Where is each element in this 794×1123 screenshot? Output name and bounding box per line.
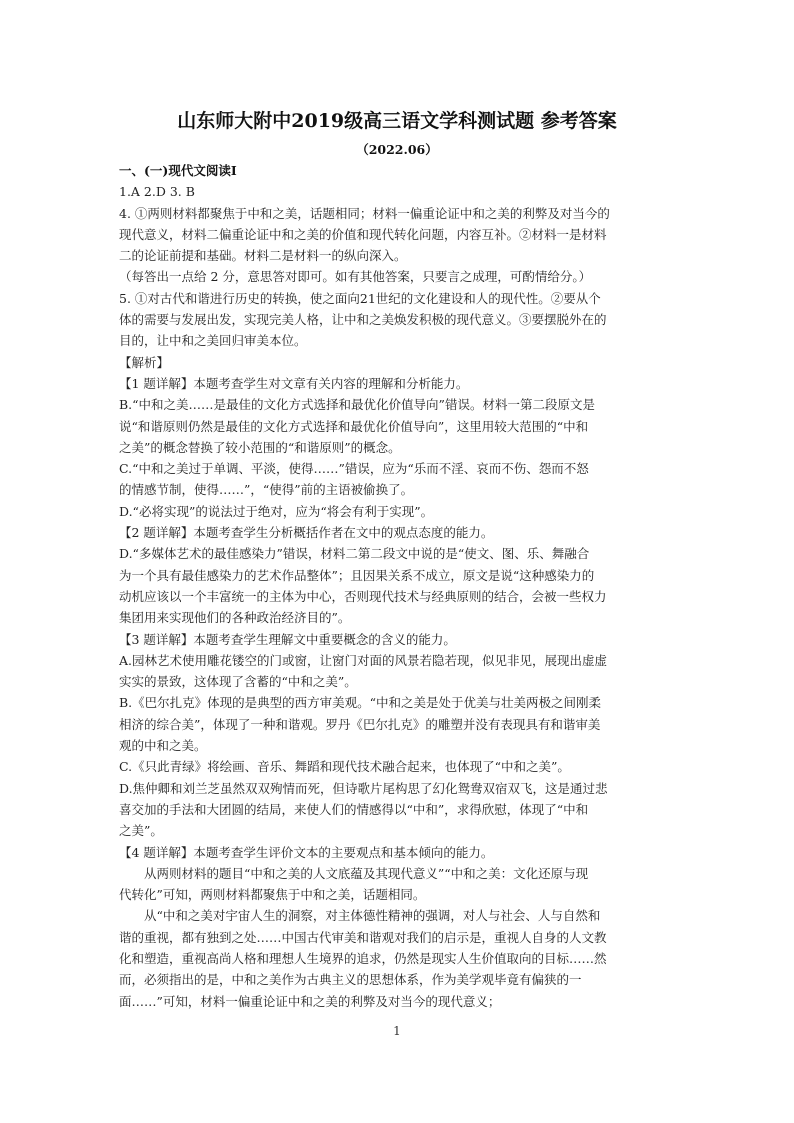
text-line: 5. ①对古代和谐进行历史的转换，使之面向21世纪的文化建设和人的现代性。②要从个 — [119, 290, 601, 306]
text-line: 体的需要与发展出发，实现完美人格，让中和之美焕发积极的现代意义。③要摆脱外在的 — [119, 312, 607, 328]
text-line: 从“中和之美对宇宙人生的洞察，对主体德性精神的强调，对人与社会、人与自然和 — [144, 908, 601, 924]
exam-date: （2022.06） — [356, 142, 438, 157]
text-line: （每答出一点给 2 分，意思答对即可。如有其他答案，只要言之成理，可酌情给分。） — [119, 269, 592, 285]
text-line: 代转化”可知，两则材料都聚焦于中和之美，话题相同。 — [119, 887, 426, 903]
text-line: 观的中和之美。 — [119, 738, 207, 754]
text-line: D.“必将实现”的说法过于绝对，应为“将会有利于实现”。 — [119, 503, 434, 519]
text-line: B.“中和之美……是最佳的文化方式选择和最优化价值导向”错误。材料一第二段原文是 — [119, 397, 595, 413]
text-line: 谐的重视，都有独到之处……中国古代审美和谐观对我们的启示是，重视人自身的人文教 — [119, 929, 607, 945]
text-line: 面……”可知，材料一偏重论证中和之美的利弊及对当今的现代意义； — [119, 993, 501, 1009]
text-line: 目的，让中和之美回归审美本位。 — [119, 333, 307, 349]
text-line: 之美”的概念替换了较小范围的“和谐原则”的概念。 — [119, 439, 401, 455]
section-heading: 一、(一)现代文阅读Ⅰ — [119, 163, 237, 178]
text-line: D.“多媒体艺术的最佳感染力”错误，材料二第二段文中说的是“使文、图、乐、舞融合 — [119, 546, 590, 562]
text-line: 相济的综合美”，体现了一种和谐观。罗丹《巴尔扎克》的雕塑并没有表现具有和谐审美 — [119, 716, 601, 732]
text-line: D.焦仲卿和刘兰芝虽然双双殉情而死，但诗歌片尾构思了幻化鸳鸯双宿双飞，这是通过悲 — [119, 780, 608, 796]
text-line: 实实的景致，这体现了含蓄的“中和之美”。 — [119, 674, 357, 690]
text-line: 现代意义，材料二偏重论证中和之美的价值和现代转化问题，内容互补。②材料一是材料 — [119, 226, 607, 242]
text-line: 集团用来实现他们的各种政治经济目的”。 — [119, 610, 351, 626]
text-line: 4. ①两则材料都聚焦于中和之美，话题相同；材料一偏重论证中和之美的利弊及对当今的 — [119, 205, 610, 221]
text-line: 动机应该以一个丰富统一的主体为中心，否则现代技术与经典原则的结合，会被一些权力 — [119, 588, 607, 604]
text-line: 喜交加的手法和大团圆的结局，来使人们的情感得以“中和”，求得欣慰，体现了“中和 — [119, 801, 589, 817]
text-line: C.“中和之美过于单调、平淡，使得……”错误，应为“乐而不淫、哀而不伤、怨而不怒 — [119, 461, 589, 477]
text-line: 1.A 2.D 3. B — [119, 184, 195, 200]
text-line: A.园林艺术使用雕花镂空的门或窗，让窗门对面的风景若隐若现，似见非见，展现出虚虚 — [119, 652, 608, 668]
text-line: 【2 题详解】本题考查学生分析概括作者在文中的观点态度的能力。 — [119, 525, 494, 541]
text-line: C.《只此青绿》将绘画、音乐、舞蹈和现代技术融合起来，也体现了“中和之美”。 — [119, 759, 570, 775]
text-line: 之美”。 — [119, 823, 163, 839]
text-line: 【3 题详解】本题考查学生理解文中重要概念的含义的能力。 — [119, 631, 456, 647]
text-line: 说“和谐原则仍然是最佳的文化方式选择和最优化价值导向”，这里用较大范围的“中和 — [119, 418, 589, 434]
text-line: 而，必须指出的是，中和之美作为古典主义的思想体系，作为美学观毕竟有偏狭的一 — [119, 972, 582, 988]
text-line: 从两则材料的题目“中和之美的人文底蕴及其现代意义”“中和之美：文化还原与现 — [144, 865, 589, 881]
text-line: 为一个具有最佳感染力的艺术作品整体”；且因果关系不成立，原文是说“这种感染力的 — [119, 567, 595, 583]
answer-key-body — [119, 160, 675, 1012]
text-line: 化和塑造，重视高尚人格和理想人生境界的追求，仍然是现实人生价值取向的目标……然 — [119, 950, 607, 966]
text-line: 【解析】 — [119, 354, 170, 370]
page-number: 1 — [393, 1024, 401, 1038]
text-line: 【4 题详解】本题考查学生评价文本的主要观点和基本倾向的能力。 — [119, 844, 494, 860]
page-title: 山东师大附中2019级高三语文学科测试题 参考答案 — [177, 110, 617, 132]
text-line: 的情感节制，使得……”，“使得”前的主语被偷换了。 — [119, 482, 414, 498]
text-line: 二的论证前提和基础。材料二是材料一的纵向深入。 — [119, 248, 407, 264]
text-line: 【1 题详解】本题考查学生对文章有关内容的理解和分析能力。 — [119, 375, 469, 391]
text-line: B.《巴尔扎克》体现的是典型的西方审美观。“中和之美是处于优美与壮美两极之间刚柔 — [119, 695, 602, 711]
